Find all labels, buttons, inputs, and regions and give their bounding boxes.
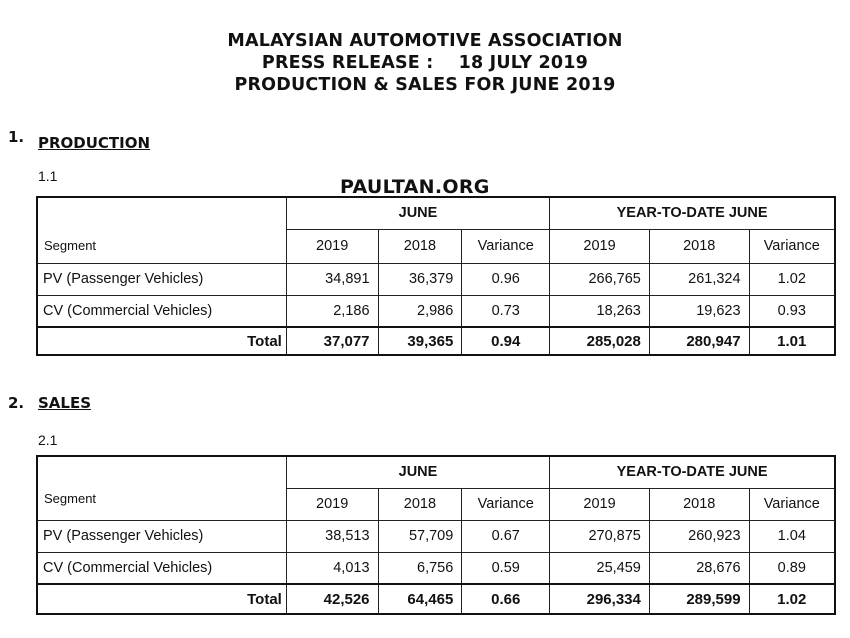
cell-value: 36,379 [378,263,462,295]
cell-value: 0.93 [749,295,835,327]
section-sales-title: SALES [38,394,92,412]
document-header [0,30,850,96]
total-label: Total [37,327,286,355]
cell-value: 261,324 [649,263,749,295]
total-label: Total [37,584,286,614]
section-production-title: PRODUCTION [38,134,151,152]
total-row [37,584,835,614]
row-label: PV (Passenger Vehicles) [37,520,286,552]
table-row [37,295,835,327]
sales-table [36,455,836,615]
col-june-variance: Variance [462,488,550,520]
col-ytd-2019: 2019 [550,488,650,520]
section-production-number: 1. [8,128,25,146]
total-value: 285,028 [550,327,650,355]
cell-value: 0.89 [749,552,835,584]
total-value: 42,526 [286,584,378,614]
cell-value: 57,709 [378,520,462,552]
col-june-variance: Variance [462,229,550,263]
total-value: 64,465 [378,584,462,614]
total-value: 296,334 [550,584,650,614]
table-row [37,520,835,552]
cell-value: 1.04 [749,520,835,552]
segment-header: Segment [37,456,286,520]
cell-value: 4,013 [286,552,378,584]
col-june-2019: 2019 [286,229,378,263]
cell-value: 0.59 [462,552,550,584]
col-june-2019: 2019 [286,488,378,520]
production-table [36,196,836,356]
cell-value: 266,765 [550,263,650,295]
total-value: 1.02 [749,584,835,614]
table-row [37,263,835,295]
total-value: 37,077 [286,327,378,355]
june-group-header: JUNE [286,197,549,229]
segment-header: Segment [37,197,286,263]
total-value: 289,599 [649,584,749,614]
section-sales-number: 2. [8,394,25,412]
row-label: PV (Passenger Vehicles) [37,263,286,295]
col-june-2018: 2018 [378,229,462,263]
total-value: 280,947 [649,327,749,355]
cell-value: 25,459 [550,552,650,584]
cell-value: 6,756 [378,552,462,584]
sales-subsection-number: 2.1 [38,432,58,448]
cell-value: 28,676 [649,552,749,584]
col-ytd-2018: 2018 [649,229,749,263]
total-value: 0.66 [462,584,550,614]
cell-value: 19,623 [649,295,749,327]
table-row [37,552,835,584]
june-group-header: JUNE [286,456,549,488]
cell-value: 0.67 [462,520,550,552]
cell-value: 38,513 [286,520,378,552]
ytd-group-header: YEAR-TO-DATE JUNE [550,197,835,229]
header-report-title: PRODUCTION & SALES FOR JUNE 2019 [234,75,616,95]
row-label: CV (Commercial Vehicles) [37,295,286,327]
total-value: 1.01 [749,327,835,355]
section-sales-heading [8,394,208,414]
col-june-2018: 2018 [378,488,462,520]
cell-value: 34,891 [286,263,378,295]
ytd-group-header: YEAR-TO-DATE JUNE [550,456,835,488]
cell-value: 18,263 [550,295,650,327]
row-label: CV (Commercial Vehicles) [37,552,286,584]
cell-value: 2,986 [378,295,462,327]
col-ytd-2019: 2019 [550,229,650,263]
header-association: MALAYSIAN AUTOMOTIVE ASSOCIATION [227,31,623,51]
cell-value: 260,923 [649,520,749,552]
watermark: PAULTAN.ORG [340,176,490,198]
cell-value: 1.02 [749,263,835,295]
cell-value: 0.73 [462,295,550,327]
section-production-heading [8,128,208,152]
col-ytd-2018: 2018 [649,488,749,520]
total-value: 39,365 [378,327,462,355]
cell-value: 0.96 [462,263,550,295]
header-press-release-date: PRESS RELEASE : 18 JULY 2019 [261,53,589,73]
col-ytd-variance: Variance [749,488,835,520]
col-ytd-variance: Variance [749,229,835,263]
production-subsection-number: 1.1 [38,168,58,184]
cell-value: 270,875 [550,520,650,552]
total-row [37,327,835,355]
cell-value: 2,186 [286,295,378,327]
total-value: 0.94 [462,327,550,355]
